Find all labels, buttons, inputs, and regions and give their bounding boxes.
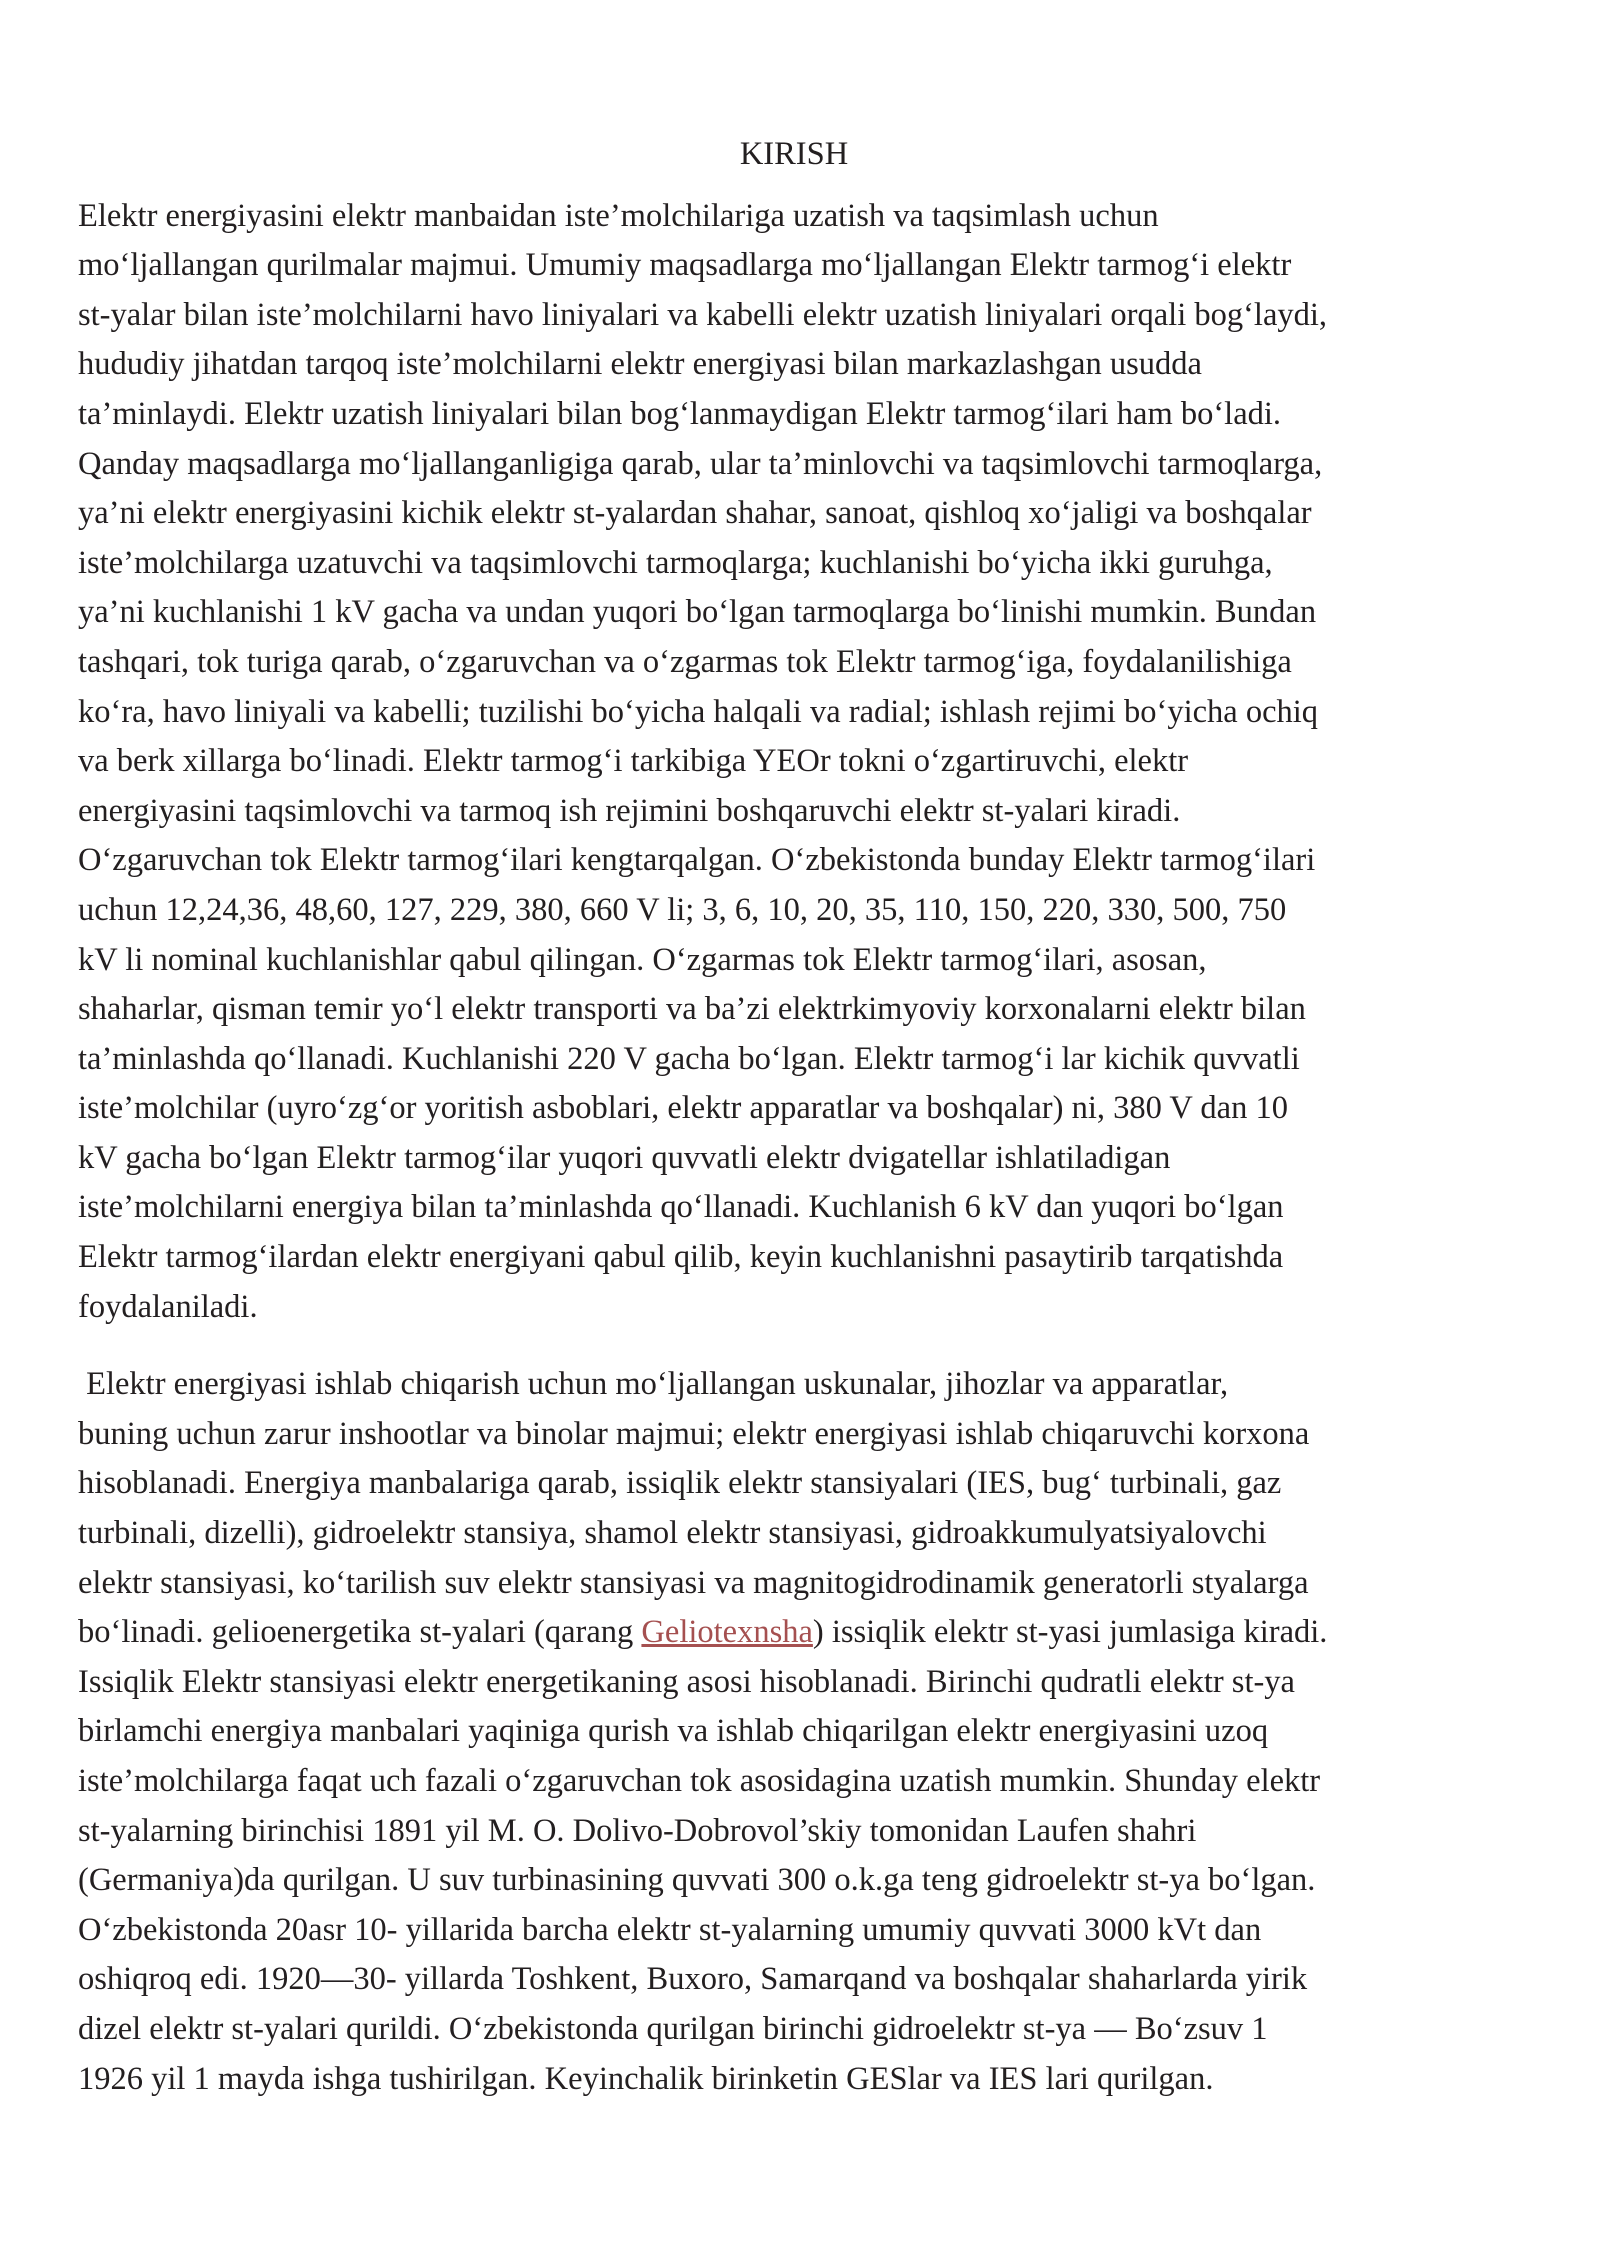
text-line: st-yalarning birinchisi 1891 yil M. O. Dolivo-Dobrovol’skiy tomonidan Laufen shahri	[78, 1812, 1197, 1849]
text-line: ko‘ra, havo liniyali va kabelli; tuzilishi bo‘yicha halqali va radial; ishlash rejimi bo‘yicha ochiq	[78, 693, 1319, 730]
text-line: Issiqlik Elektr stansiyasi elektr energetikaning asosi hisoblanadi. Birinchi qudratli elektr st-ya	[78, 1663, 1295, 1700]
text-line: O‘zgaruvchan tok Elektr tarmog‘ilari kengtarqalgan. O‘zbekistonda bunday Elektr tarmog‘ilari	[78, 842, 1316, 879]
text-line-with-link	[78, 1614, 1327, 1650]
text-line: Qanday maqsadlarga mo‘ljallanganligiga qarab, ular ta’minlovchi va taqsimlovchi tarmoqlarga,	[78, 445, 1323, 482]
text-line: 1926 yil 1 mayda ishga tushirilgan. Keyinchalik birinketin GESlar va IES lari qurilgan.	[78, 2060, 1214, 2097]
text-line: iste’molchilarni energiya bilan ta’minlashda qo‘llanadi. Kuchlanish 6 kV dan yuqori bo‘lgan	[78, 1189, 1284, 1226]
text-line: ta’minlashda qo‘llanadi. Kuchlanishi 220 V gacha bo‘lgan. Elektr tarmog‘i lar kichik quvvatli	[78, 1040, 1300, 1077]
text-line: Elektr energiyasi ishlab chiqarish uchun mo‘ljallangan uskunalar, jihozlar va apparatlar,	[78, 1366, 1229, 1403]
text-line: birlamchi energiya manbalari yaqiniga qurish va ishlab chiqarilgan elektr energiyasini uzoq	[78, 1713, 1269, 1750]
text-line: mo‘ljallangan qurilmalar majmui. Umumiy maqsadlarga mo‘ljallangan Elektr tarmog‘i elektr	[78, 247, 1292, 284]
text-line: hududiy jihatdan tarqoq iste’molchilarni elektr energiyasi bilan markazlashgan usudda	[78, 346, 1202, 383]
text-line: (Germaniya)da qurilgan. U suv turbinasining quvvati 300 o.k.ga teng gidroelektr st-ya bo‘lgan.	[78, 1862, 1316, 1899]
text-line: buning uchun zarur inshootlar va binolar majmui; elektr energiyasi ishlab chiqaruvchi korxona	[78, 1415, 1310, 1452]
paragraph-1	[78, 192, 1544, 1333]
link-line-before: bo‘linadi. gelioenergetika st-yalari (qarang	[78, 1614, 642, 1651]
text-line: shaharlar, qisman temir yo‘l elektr transporti va ba’zi elektrkimyoviy korxonalarni elektr bilan	[78, 991, 1306, 1028]
text-line: iste’molchilar (uyro‘zg‘or yoritish asboblari, elektr apparatlar va boshqalar) ni, 380 V dan 10	[78, 1090, 1288, 1127]
text-line: hisoblanadi. Energiya manbalariga qarab, issiqlik elektr stansiyalari (IES, bug‘ turbinali, gaz	[78, 1465, 1282, 1502]
text-line: elektr stansiyasi, ko‘tarilish suv elektr stansiyasi va magnitogidrodinamik generatorli styalarga	[78, 1564, 1309, 1601]
text-line: st-yalar bilan iste’molchilarni havo liniyalari va kabelli elektr uzatish liniyalari orqali bog‘laydi,	[78, 296, 1328, 333]
text-line: iste’molchilarga uzatuvchi va taqsimlovchi tarmoqlarga; kuchlanishi bo‘yicha ikki guruhga,	[78, 544, 1273, 581]
text-line: ya’ni kuchlanishi 1 kV gacha va undan yuqori bo‘lgan tarmoqlarga bo‘linishi mumkin. Bundan	[78, 594, 1317, 631]
text-line: uchun 12,24,36, 48,60, 127, 229, 380, 660 V li; 3, 6, 10, 20, 35, 110, 150, 220, 330, 500, 750	[78, 891, 1287, 928]
text-line: oshiqroq edi. 1920—30- yillarda Toshkent, Buxoro, Samarqand va boshqalar shaharlarda yirik	[78, 1961, 1308, 1998]
geliotexnsha-link[interactable]: Geliotexnsha	[641, 1614, 813, 1651]
text-line: iste’molchilarga faqat uch fazali o‘zgaruvchan tok asosidagina uzatish mumkin. Shunday elektr	[78, 1763, 1321, 1799]
text-line: ta’minlaydi. Elektr uzatish liniyalari bilan bog‘lanmaydigan Elektr tarmog‘ilari ham bo‘ladi.	[78, 395, 1282, 432]
document-page	[78, 130, 1544, 2104]
text-line: tashqari, tok turiga qarab, o‘zgaruvchan va o‘zgarmas tok Elektr tarmog‘iga, foydalanilishiga	[78, 643, 1292, 680]
text-line: Elektr energiyasini elektr manbaidan iste’molchilariga uzatish va taqsimlash uchun	[78, 197, 1159, 234]
text-line: dizel elektr st-yalari qurildi. O‘zbekistonda qurilgan birinchi gidroelektr st-ya — Bo‘zsuv 1	[78, 2010, 1268, 2047]
text-line: Elektr tarmog‘ilardan elektr energiyani qabul qilib, keyin kuchlanishni pasaytirib tarqatishda	[78, 1239, 1284, 1276]
text-line: va berk xillarga bo‘linadi. Elektr tarmog‘i tarkibiga YEOr tokni o‘zgartiruvchi, elektr	[78, 743, 1189, 780]
text-line: kV gacha bo‘lgan Elektr tarmog‘ilar yuqori quvvatli elektr dvigatellar ishlatiladigan	[78, 1139, 1171, 1176]
text-line: ya’ni elektr energiyasini kichik elektr st-yalardan shahar, sanoat, qishloq xo‘jaligi va boshqalar	[78, 495, 1312, 532]
text-line: turbinali, dizelli), gidroelektr stansiya, shamol elektr stansiyasi, gidroakkumulyatsiyalovchi	[78, 1515, 1267, 1552]
text-line: foydalaniladi.	[78, 1288, 258, 1325]
paragraph-2	[78, 1360, 1544, 2104]
text-line: O‘zbekistonda 20asr 10- yillarida barcha elektr st-yalarning umumiy quvvati 3000 kVt dan	[78, 1911, 1262, 1948]
text-line: kV li nominal kuchlanishlar qabul qilingan. O‘zgarmas tok Elektr tarmog‘ilari, asosan,	[78, 941, 1207, 978]
link-line-after: ) issiqlik elektr st-yasi jumlasiga kiradi.	[812, 1614, 1328, 1651]
page-title: KIRISH	[739, 136, 849, 172]
text-line: energiyasini taqsimlovchi va tarmoq ish rejimini boshqaruvchi elektr st-yalari kiradi.	[78, 792, 1181, 829]
